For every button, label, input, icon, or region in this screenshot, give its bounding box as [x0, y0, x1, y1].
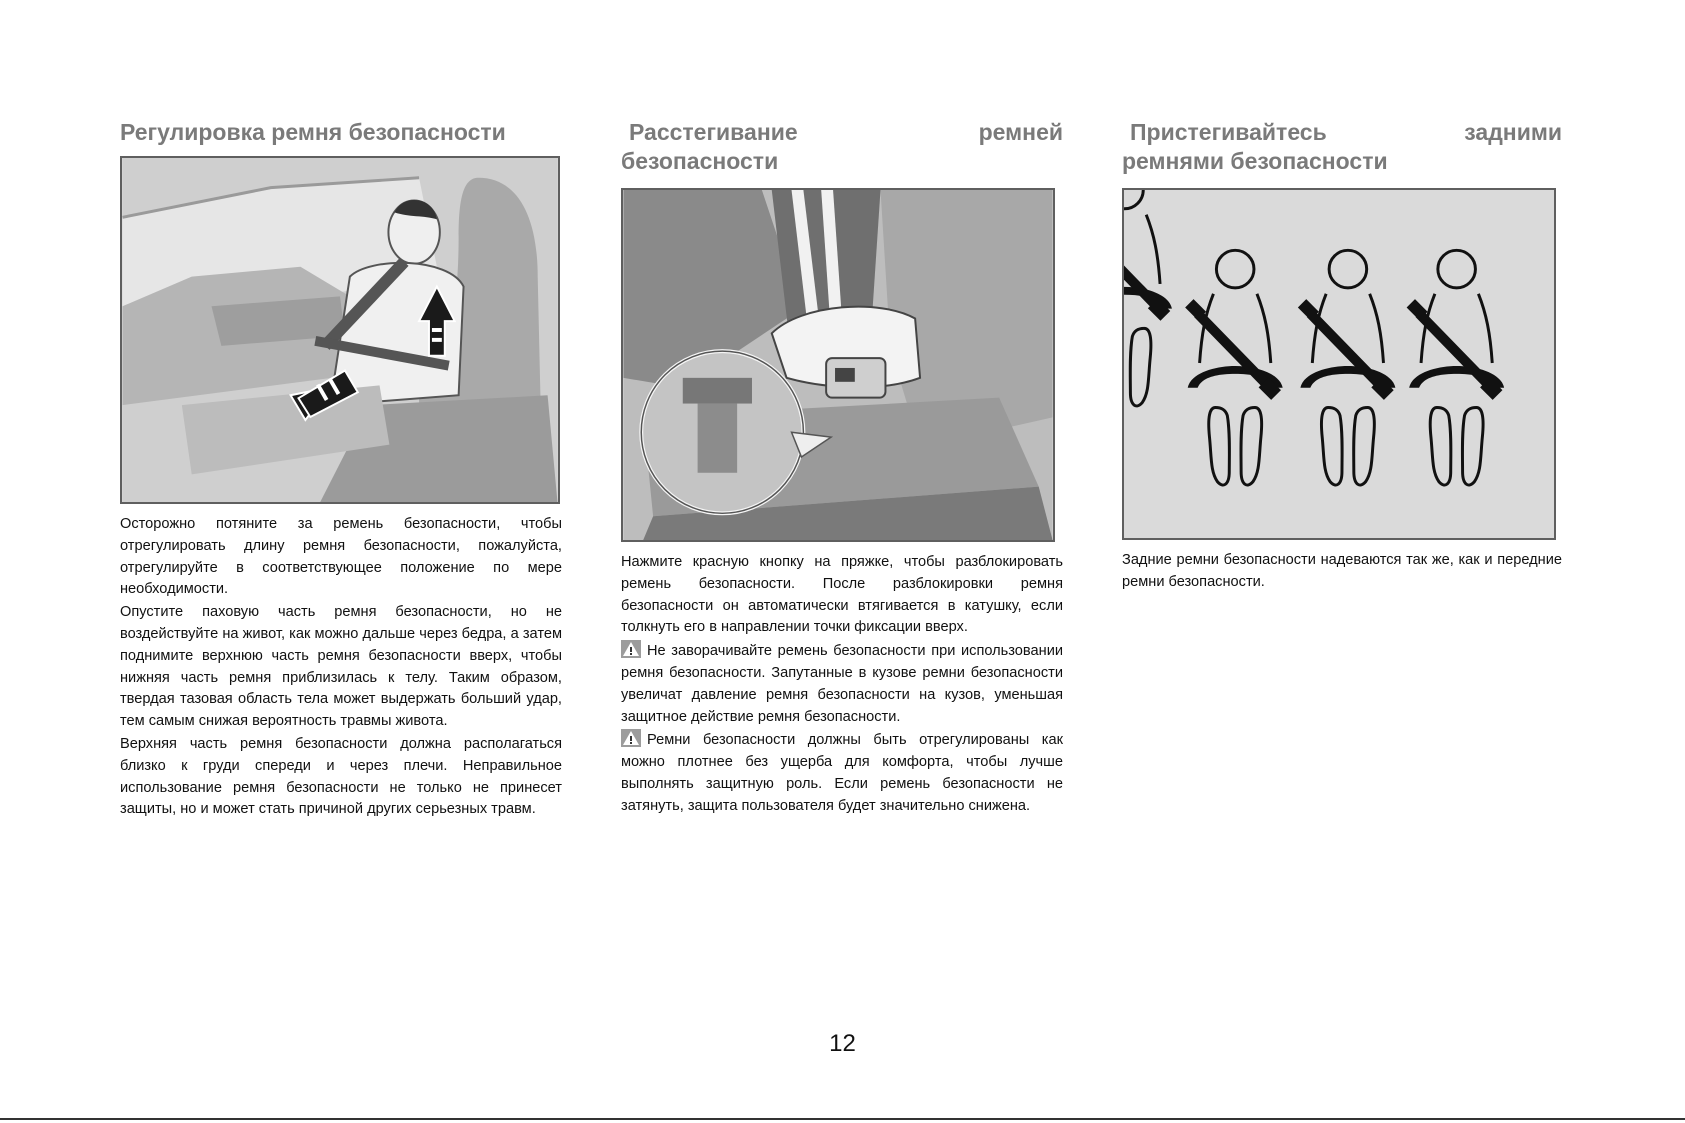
- warning-triangle-icon: [621, 729, 641, 747]
- heading-line-1: [1122, 118, 1562, 147]
- bottom-rule: [0, 1118, 1685, 1120]
- paragraph: Нажмите красную кнопку на пряжке, чтобы разблокировать ремень безопасности. После разблокировки ремня безопасности он автоматически втягивается в катушку, если толкнуть его в направлении точки фиксации вверх.: [621, 554, 1063, 636]
- illustration-buckle-release: [621, 188, 1055, 542]
- section-text: [1122, 550, 1562, 594]
- heading-line-2: ремнями безопасности: [1122, 148, 1388, 174]
- illustration-drawing: [1124, 190, 1554, 538]
- heading-word: Пристегивайтесь: [1130, 119, 1327, 145]
- section-heading: Регулировка ремня безопасности: [120, 119, 506, 145]
- illustration-drawing: [122, 158, 558, 502]
- page-number: 12: [829, 1030, 856, 1057]
- section-rear-belts: [1122, 118, 1562, 595]
- paragraph: Осторожно потяните за ремень безопасности, чтобы отрегулировать длину ремня безопасности, пожалуйста, отрегулируйте в соответствующее положение по мере необходимости.: [120, 516, 562, 598]
- warning-text: Ремни безопасности должны быть отрегулированы как можно плотнее без ущерба для комфорта, чтобы лучше выполнять защитную роль. Если ремень безопасности не затянуть, защита пользователя будет значительно снижена.: [621, 732, 1063, 814]
- illustration-drawing: [623, 190, 1053, 540]
- illustration-rear-seat-passengers: [1122, 188, 1556, 540]
- heading-line-1: [621, 118, 1063, 147]
- illustration-driver-belt-adjustment: [120, 156, 560, 504]
- section-text: [120, 514, 562, 821]
- heading-word: задними: [1464, 119, 1562, 145]
- heading-word: Расстегивание: [629, 119, 798, 145]
- section-text: [621, 552, 1063, 818]
- paragraph: Верхняя часть ремня безопасности должна располагаться близко к груди спереди и через плечи. Неправильное использование ремня безопасности не только не принесет защиты, но и может стать причиной других серьезных травм.: [120, 735, 562, 818]
- warning-paragraph: [621, 729, 1063, 817]
- section-unfasten-belt: [621, 118, 1063, 819]
- section-heading: [621, 118, 1063, 176]
- section-adjust-belt: [120, 118, 562, 822]
- heading-line-2: безопасности: [621, 148, 779, 174]
- paragraph: Опустите паховую часть ремня безопасности, но не воздействуйте на живот, как можно дальше через бедра, а затем поднимите верхнюю часть ремня безопасности вверх, чтобы нижняя часть ремня приблизилась к телу. Таким образом, твердая тазовая область тела может выдержать больший удар, тем самым снижая вероятность травмы живота.: [120, 604, 562, 730]
- warning-triangle-icon: [621, 640, 641, 658]
- warning-paragraph: [621, 640, 1063, 728]
- paragraph: Задние ремни безопасности надеваются так же, как и передние ремни безопасности.: [1122, 552, 1562, 590]
- warning-text: Не заворачивайте ремень безопасности при использовании ремня безопасности. Запутанные в кузове ремни безопасности увеличат давление ремня безопасности на кузов, уменьшая защитное действие ремня безопасности.: [621, 643, 1063, 725]
- section-heading: [1122, 118, 1562, 176]
- heading-word: ремней: [978, 119, 1063, 145]
